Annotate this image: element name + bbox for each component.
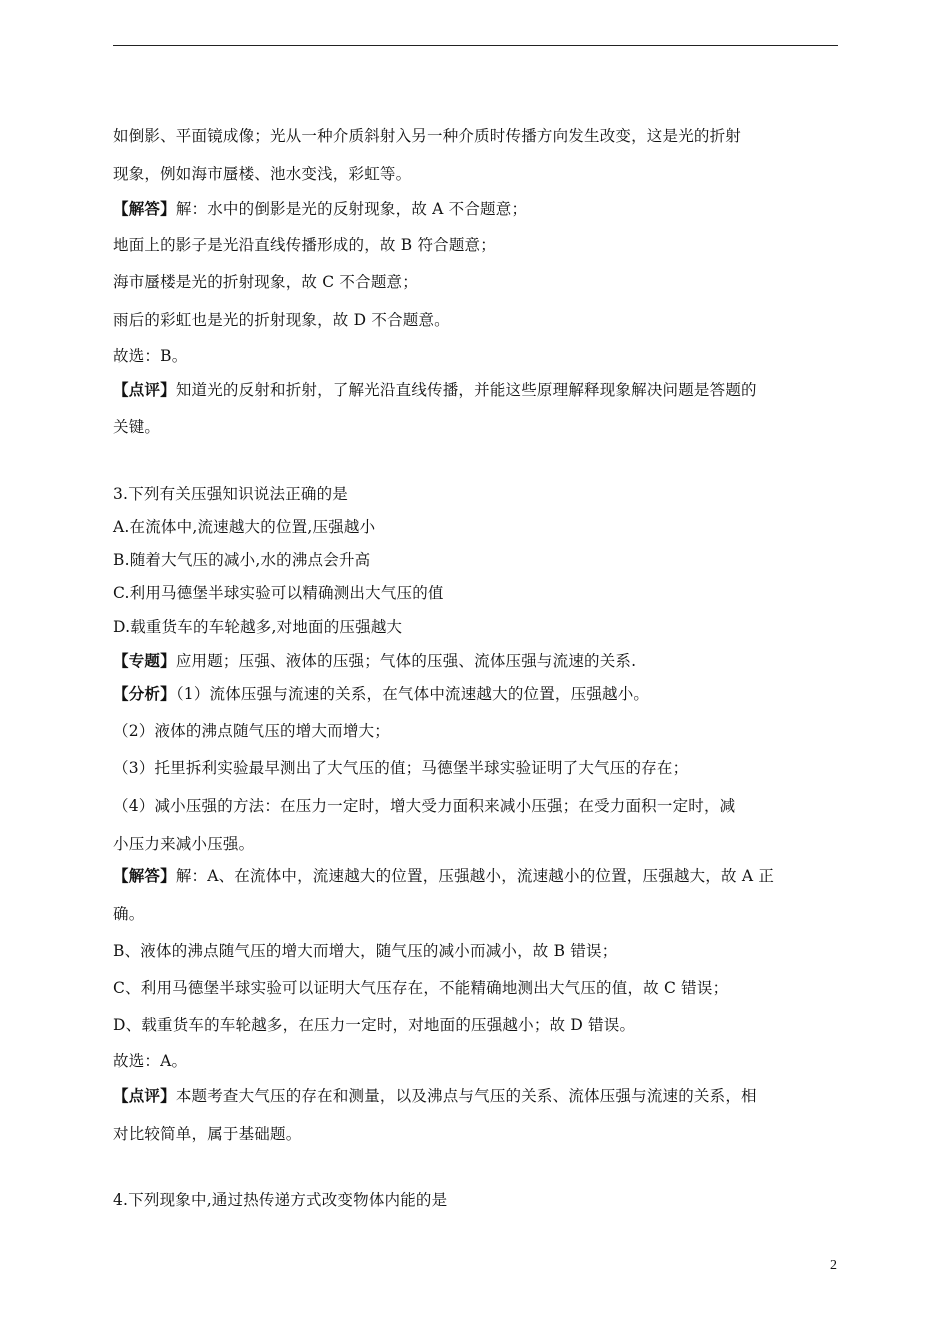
text-line: 现象，例如海市蜃楼、池水变浅，彩虹等。 (113, 165, 412, 183)
question-stem: 4.下列现象中,通过热传递方式改变物体内能的是 (113, 1191, 448, 1209)
page-number: 2 (830, 1258, 837, 1273)
section-label: 【分析】 (113, 684, 176, 703)
section-label: 【点评】 (113, 380, 176, 399)
text-line: 如倒影、平面镜成像；光从一种介质斜射入另一种介质时传播方向发生改变，这是光的折射 (113, 127, 742, 145)
option-a: A.在流体中,流速越大的位置,压强越小 (113, 518, 376, 536)
answer-line (113, 866, 774, 886)
question-stem: 3.下列有关压强知识说法正确的是 (113, 485, 348, 503)
section-text: 解：水中的倒影是光的反射现象，故 A 不合题意； (175, 200, 528, 218)
text-line: 小压力来减小压强。 (113, 835, 255, 853)
text-line: C、利用马德堡半球实验可以证明大气压存在，不能精确地测出大气压的值，故 C 错误； (113, 979, 729, 997)
text-line: （2）液体的沸点随气压的增大而增大； (113, 722, 390, 740)
option-c: C.利用马德堡半球实验可以精确测出大气压的值 (113, 584, 444, 602)
text-line: 地面上的影子是光沿直线传播形成的，故 B 符合题意； (113, 236, 496, 254)
section-text: 本题考查大气压的存在和测量，以及沸点与气压的关系、流体压强与流速的关系，相 (175, 1087, 757, 1105)
comment-line (113, 380, 757, 400)
text-line: （4）减小压强的方法：在压力一定时，增大受力面积来减小压强；在受力面积一定时，减 (113, 797, 736, 815)
text-line: 故选：A。 (113, 1052, 188, 1070)
option-b: B.随着大气压的减小,水的沸点会升高 (113, 551, 371, 569)
section-label: 【点评】 (113, 1086, 176, 1105)
text-line: 确。 (113, 905, 145, 923)
section-text: 知道光的反射和折射，了解光沿直线传播，并能这些原理解释现象解决问题是答题的 (175, 381, 757, 399)
answer-line (113, 199, 527, 219)
text-line: 故选：B。 (113, 347, 188, 365)
document-body (113, 0, 853, 1344)
text-line: B、液体的沸点随气压的增大而增大，随气压的减小而减小，故 B 错误； (113, 942, 618, 960)
text-line: 对比较简单，属于基础题。 (113, 1125, 302, 1143)
text-line: 雨后的彩虹也是光的折射现象，故 D 不合题意。 (113, 311, 450, 329)
comment-line (113, 1086, 757, 1106)
section-text: （1）流体压强与流速的关系，在气体中流速越大的位置，压强越小。 (175, 685, 650, 703)
option-d: D.载重货车的车轮越多,对地面的压强越大 (113, 618, 403, 636)
section-text: 解：A、在流体中，流速越大的位置，压强越小，流速越小的位置，压强越大，故 A 正 (175, 867, 775, 885)
text-line: 关键。 (113, 418, 161, 436)
section-label: 【解答】 (113, 866, 176, 885)
text-line: D、载重货车的车轮越多，在压力一定时，对地面的压强越小；故 D 错误。 (113, 1016, 636, 1034)
text-line: 海市蜃楼是光的折射现象，故 C 不合题意； (113, 273, 418, 291)
text-line: （3）托里拆利实验最早测出了大气压的值；马德堡半球实验证明了大气压的存在； (113, 759, 689, 777)
section-label: 【解答】 (113, 199, 176, 218)
section-text: 应用题；压强、液体的压强；气体的压强、流体压强与流速的关系. (175, 652, 637, 670)
topic-line (113, 651, 636, 671)
section-label: 【专题】 (113, 651, 176, 670)
analysis-line (113, 684, 649, 704)
